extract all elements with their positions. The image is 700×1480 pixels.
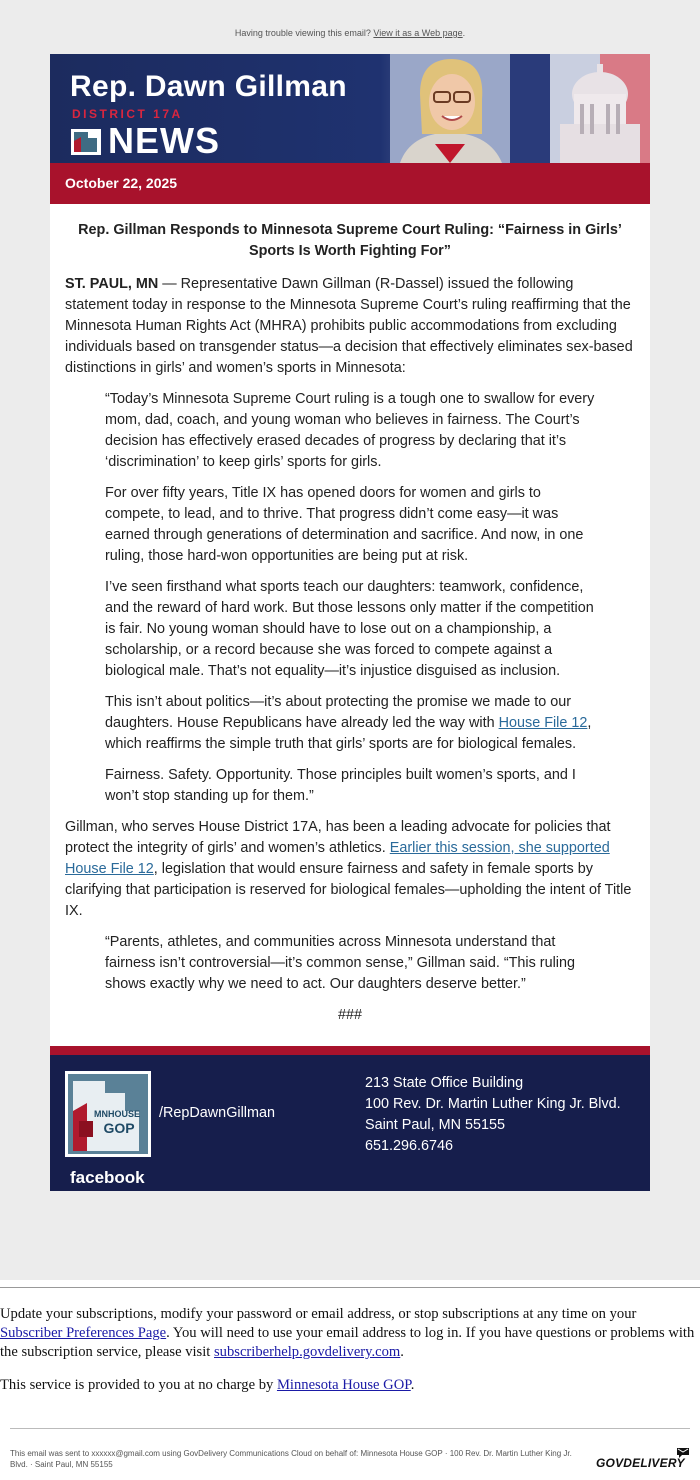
svg-text:MNHOUSE: MNHOUSE [93,1109,141,1119]
article-headline: Rep. Gillman Responds to Minnesota Supreme Court Ruling: “Fairness in Girls’ Sports Is Worth Fighting For” [78,222,622,259]
facebook-label[interactable]: facebook [70,1168,145,1187]
house-gop-facebook-logo[interactable] [65,1071,151,1157]
quote-paragraph: This isn’t about politics—it’s about protecting the promise we made to our daughters. House Republicans have already led the way with House File 12, which reaffirms the simple truth that girls’ sports are for biological females. [105,694,592,752]
govdelivery-logo[interactable]: GOVDELIVERY [596,1456,685,1470]
subscriber-preferences-link[interactable]: Subscriber Preferences Page [0,1325,167,1341]
newsletter-card [50,54,650,1191]
divider [10,1428,690,1429]
quote-paragraph: “Parents, athletes, and communities across Minnesota understand that fairness isn’t controversial—it’s common sense,” Gillman said. “This ruling shows exactly why we need to act. Our daughters deserve better.” [105,934,575,992]
quote-paragraph: I’ve seen firsthand what sports teach our daughters: teamwork, confidence, and the reward of hard work. But those lessons only matter if the competition is fair. No young woman should have to lose out on a championship, a scholarship, or a record because she was forced to compete against a biological male. That’s not equality—it’s injustice disguised as inclusion. [105,579,594,679]
house-file-12-link[interactable]: House File 12 [498,715,588,731]
banner-title: Rep. Dawn Gillman [70,70,347,103]
address-line: Saint Paul, MN 55155 [365,1117,505,1133]
issue-date: October 22, 2025 [65,175,178,191]
dateline: ST. PAUL, MN [65,276,159,292]
govdelivery-envelope-icon [676,1447,690,1459]
intro-paragraph: ST. PAUL, MN — Representative Dawn Gillman (R-Dassel) issued the following statement today in response to the Minnesota Supreme Court’s ruling reaffirming that the Minnesota Human Rights Act (MHRA) prohibits public accommodations from excluding individuals based on transgender status—a decision that effectively eliminates sex-based distinctions in girls’ and women’s sports in Minnesota: [65,276,633,376]
footer-divider [50,1046,650,1055]
service-paragraph: This service is provided to you at no charge by Minnesota House GOP. [0,1377,415,1393]
divider [0,1287,700,1288]
quote-paragraph: For over fifty years, Title IX has opened doors for women and girls to compete, to lead, and to thrive. That progress didn’t come easy—it was earned through generations of determination and sacrifice. And now, in one ruling, those hard-won opportunities are being put at risk. [105,485,584,564]
address-line: 213 State Office Building [365,1075,524,1091]
address-line: 100 Rev. Dr. Martin Luther King Jr. Blvd. [365,1096,621,1112]
end-mark: ### [337,1007,362,1023]
banner-news: NEWS [108,120,220,161]
header-banner [50,54,650,163]
house-gop-mini-logo [71,129,101,155]
trouble-text: Having trouble viewing this email? [234,28,374,38]
quote-paragraph: Fairness. Safety. Opportunity. Those principles built women’s sports, and I won’t stop standing up for them.” [105,767,576,804]
minnesota-house-gop-link[interactable]: Minnesota House GOP [276,1377,411,1393]
sent-to-note: This email was sent to xxxxxx@gmail.com using GovDelivery Communications Cloud on behalf of: Minnesota House GOP · 100 Rev. Dr. Martin Luther King Jr. Blvd. · Saint Paul, MN 55155 [10,1449,572,1469]
svg-text:GOP: GOP [103,1120,135,1136]
web-page-link[interactable]: View it as a Web page [373,28,463,38]
subscription-paragraph: Update your subscriptions, modify your password or email address, or stop subscriptions at any time on your Subscriber Preferences Page. You will need to use your email address to log in. If you have questions or problems with the subscription service, please visit subscriberhelp.govdelivery.com. [0,1306,695,1360]
closing-quote [105,932,595,995]
statement-quote [105,389,595,807]
quote-paragraph: “Today’s Minnesota Supreme Court ruling is a tough one to swallow for every mom, dad, coach, and young woman who believes in fairness. The Court’s decision has effectively erased decades of progress by declaring that it’s ‘discrimination’ to keep girls’ sports for girls. [105,391,595,470]
subscription-text [0,1305,700,1409]
phone-number: 651.296.6746 [365,1138,454,1154]
facebook-handle[interactable]: /RepDawnGillman [159,1105,275,1121]
representative-photo [390,54,510,163]
district-label: DISTRICT 17A [72,107,183,121]
office-address [365,1073,621,1157]
article-body [50,204,650,1046]
contact-footer [50,1055,650,1191]
earlier-session-link[interactable]: Earlier this session, she supported House File 12 [65,840,610,877]
top-note: Having trouble viewing this email? View it as a Web page. [234,28,466,38]
advocacy-paragraph: Gillman, who serves House District 17A, has been a leading advocate for policies that protect the integrity of girls’ and women’s athletics. Earlier this session, she supported House File 12, legislation that would ensure fairness and safety in female sports by clarifying that participation is reserved for biological females—upholding the intent of Title IX. [65,819,632,919]
date-band [50,163,650,204]
capitol-image [490,54,650,163]
subscriber-help-link[interactable]: subscriberhelp.govdelivery.com [214,1344,401,1360]
